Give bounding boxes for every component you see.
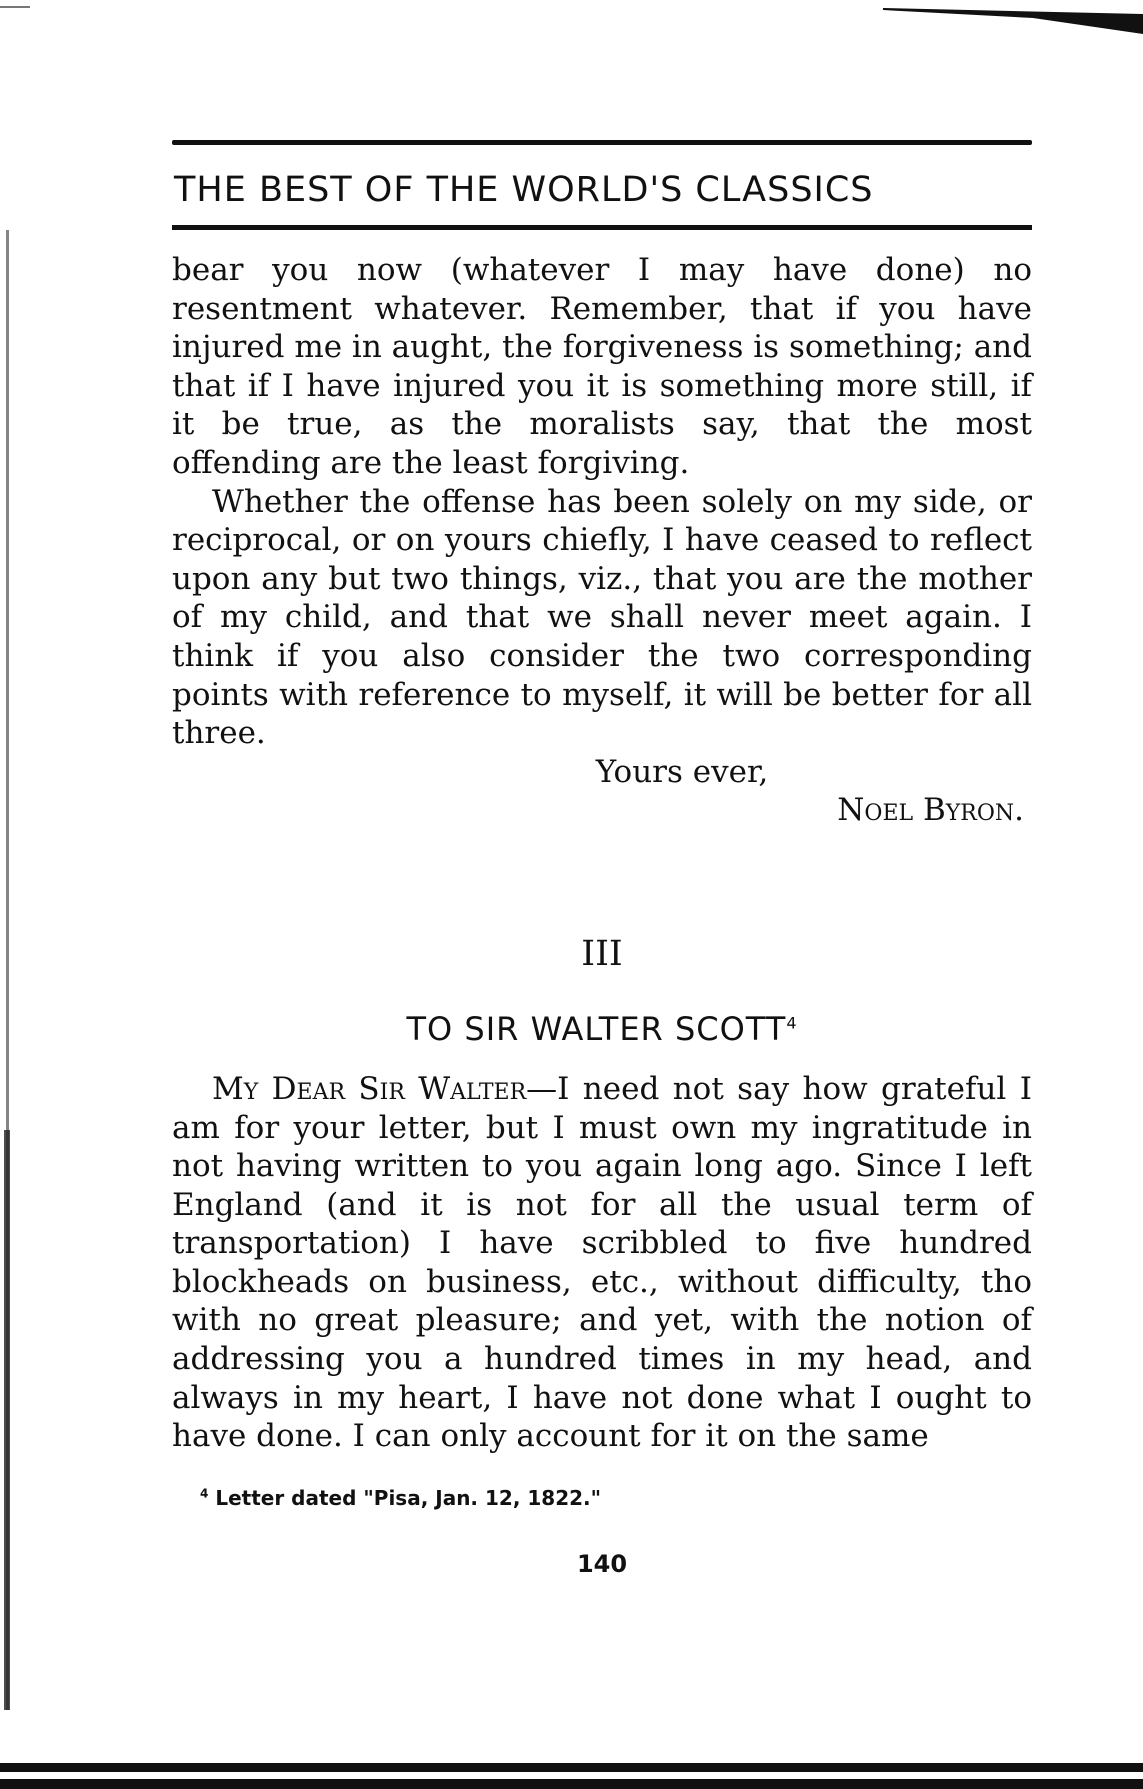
scan-mark <box>0 6 30 8</box>
footnote <box>172 1486 1032 1510</box>
salutation: My Dear Sir Walter <box>212 1070 527 1107</box>
page-number: 140 <box>576 1549 628 1578</box>
footnote-marker: 4 <box>200 1486 209 1501</box>
binding-gutter <box>4 230 14 1710</box>
running-head: THE BEST OF THE WORLD'S CLASSICS <box>174 170 874 210</box>
letter-text: I need not say how grateful I am for your letter, but I must own my ingratitude in not having written to you again long ago. Since I left England (and it is not for all the usual term of transportation) I have scribbled to five hundred blockheads on business, etc., without difficulty, tho with no great pleasure; and yet, with the notion of addressing you a hundred times in my head, and always in my heart, I have not done what I ought to have done. I can only account for it on the same <box>172 1070 1032 1455</box>
footnote-text: Letter dated "Pisa, Jan. 12, 1822." <box>215 1485 602 1510</box>
letter-ii-body <box>172 251 1032 830</box>
header-rule-bottom <box>172 225 1032 230</box>
signature: Noel Byron. <box>837 792 1024 829</box>
letter-heading-text: TO SIR WALTER SCOTT <box>406 1009 787 1048</box>
paragraph: Whether the offense has been solely on my side, or reciprocal, or on yours chiefly, I have ceased to reflect upon any but two things, viz., that you are the mother of my child, and that we shall never meet again. I think if you also consider the two corresponding points with reference to myself, it will be better for all three. <box>172 483 1032 752</box>
scan-bottom-edge <box>0 1749 1143 1789</box>
salutation-dash: — <box>526 1070 558 1107</box>
letter-heading <box>172 1010 1032 1048</box>
section-number: III <box>581 933 623 974</box>
footnote-marker: 4 <box>786 1013 798 1033</box>
letter-iii-body <box>172 1070 1032 1456</box>
book-page <box>172 140 1032 1578</box>
closing-line: Yours ever, <box>595 753 769 790</box>
paragraph: bear you now (whatever I may have done) no resentment whatever. Remember, that if you have injured me in aught, the forgiveness is something; and that if I have injured you it is something more still, if it be true, as the moralists say, that the most offending are the least forgiving. <box>172 252 1032 481</box>
scan-edge-shadow <box>883 0 1143 40</box>
paragraph <box>172 1070 1032 1456</box>
